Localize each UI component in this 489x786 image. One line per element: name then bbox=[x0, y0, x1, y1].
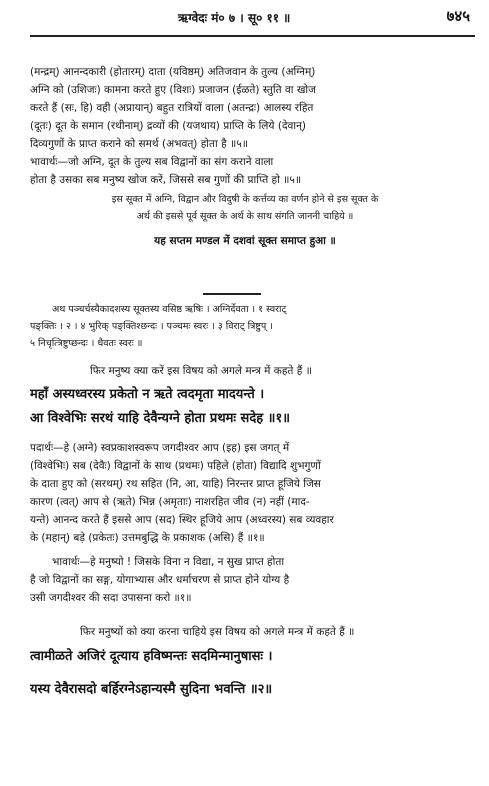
padarth1-line: पदार्थः—हे (अग्ने) स्वप्रकाशस्वरूप जगदीश्वर आप (इह) इस जगत् में bbox=[30, 442, 290, 454]
prev-bhavarth-line: भावार्थः—जो अग्नि, दूत के तुल्य सब विद्वानों का संग कराने वाला bbox=[30, 156, 274, 168]
mantra2-intro: फिर मनुष्यों को क्या करना चाहिये इस विषय को अगले मन्त्र में कहते हैं ॥ bbox=[80, 626, 355, 638]
bhavarth1-line: भावार्थः—हे मनुष्यो ! जिसके विना न विद्या, न सुख प्राप्त होता bbox=[52, 556, 285, 568]
padarth1-line: (विश्वेभिः) सब (देवैः) विद्वानों के साथ (प्रथमः) पहिले (होता) विद्यादि शुभगुणों bbox=[30, 460, 321, 472]
mantra1-line: महाँ अस्यध्वरस्य प्रकेतो न ऋते त्वदमृता मादयन्ते । bbox=[30, 387, 265, 402]
padarth1-line: के दाता हुए को (सरथम्) रथ सहित (नि, आ, याहि) निरन्तर प्राप्त हूजिये जिस bbox=[30, 478, 321, 490]
prev-bhashya-line: (दूतः) दूत के समान (रथीनाम्) द्रव्यों की (यजथाय) प्राप्ति के लिये (देवान्) bbox=[30, 120, 307, 132]
section-separator bbox=[203, 293, 261, 295]
prev-bhashya-line: दिव्यगुणों के प्राप्त कराने को समर्थ (अभवत्) होता है ॥५॥ bbox=[30, 138, 249, 150]
page-header bbox=[40, 6, 480, 30]
bhavarth1-line: उसी जगदीश्वर की सदा उपासना करो ॥१॥ bbox=[30, 592, 192, 604]
running-title: ऋग्वेदः मं० ७ । सू० ११ ॥ bbox=[178, 11, 291, 25]
sukta-intro-line: ५ निचृत्त्रिष्टुप्छन्दः । धैवतः स्वरः ॥ bbox=[30, 338, 143, 349]
padarth1-line: के (महान्) बड़े (प्रकेतः) उत्तमबुद्धि के प्रकाशक (असि) हैं ॥१॥ bbox=[30, 532, 265, 544]
header-rule bbox=[30, 35, 475, 37]
mantra1-line: आ विश्वेभिः सरथं याहि देवैन्यग्ने होता प्रथमः सदेह ॥१॥ bbox=[30, 411, 291, 426]
mantra2-line: त्वामीळते अजिरं दूत्याय हविष्मन्तः सदमिन्मानुषासः । bbox=[30, 649, 273, 664]
prev-bhashya-line: अग्नि को (उशिजः) कामना करते हुए (विशः) प्रजाजन (ईळते) स्तुति वा खोज bbox=[30, 84, 316, 96]
sukta-summary-line: अर्थ की इससे पूर्व सूक्त के अर्थ के साथ संगति जाननी चाहिये ॥ bbox=[136, 211, 354, 222]
mantra2-line: यस्य देवैरासदो बर्हिरग्नेऽहान्यस्मै सुदिना भवन्ति ॥२॥ bbox=[30, 682, 273, 697]
sukta-intro-line: अथ पञ्चर्चस्यैकादशस्य सूक्तस्य वसिष्ठ ऋषिः । अग्निर्देवता । १ स्वराट् bbox=[52, 304, 287, 315]
prev-bhashya-line: करते हैं (सः, हि) वही (अप्रायान्) बहुत रात्रियों वाला (अतन्द्रः) आलस्य रहित bbox=[30, 102, 314, 114]
padarth1-line: कारण (त्वत्) आप से (ऋते) भिन्न (अमृताः) नाशरहित जीव (न) नहीं (माद- bbox=[30, 496, 310, 508]
page-number: ७४५ bbox=[446, 7, 470, 25]
prev-bhashya-line: (मन्द्रम्) आनन्दकारी (होतारम्) दाता (यविष्ठम्) अतिजवान के तुल्य (अग्निम्) bbox=[30, 66, 316, 78]
padarth1-line: यन्ते) आनन्द करते हैं इससे आप (सद) स्थिर हूजिये आप (अध्वरस्य) सब व्यवहार bbox=[30, 514, 334, 526]
prev-bhavarth-line: होता है उसका सब मनुष्य खोज करें, जिससे सब गुणों की प्राप्ति हो ॥५॥ bbox=[30, 174, 302, 186]
sukta-end-note: यह सप्तम मण्डल में दशवां सूक्त समाप्त हुआ ॥ bbox=[154, 235, 336, 247]
bhavarth1-line: है जो विद्वानों का सङ्ग, योगाभ्यास और धर्माचरण से प्राप्त होने योग्य है bbox=[30, 574, 290, 586]
mantra1-intro: फिर मनुष्य क्या करें इस विषय को अगले मन्त्र में कहते हैं ॥ bbox=[90, 365, 312, 377]
sukta-summary-line: इस सूक्त में अग्नि, विद्वान और विदुषी के कर्त्तव्य का वर्णन होने से इस सूक्त के bbox=[111, 194, 379, 205]
sukta-intro-line: पङ्क्तिः । २ । ४ भुरिक् पङ्क्तिश्छन्दः । पञ्चमः स्वरः । ३ विराट् त्रिष्टुप् । bbox=[30, 321, 273, 332]
